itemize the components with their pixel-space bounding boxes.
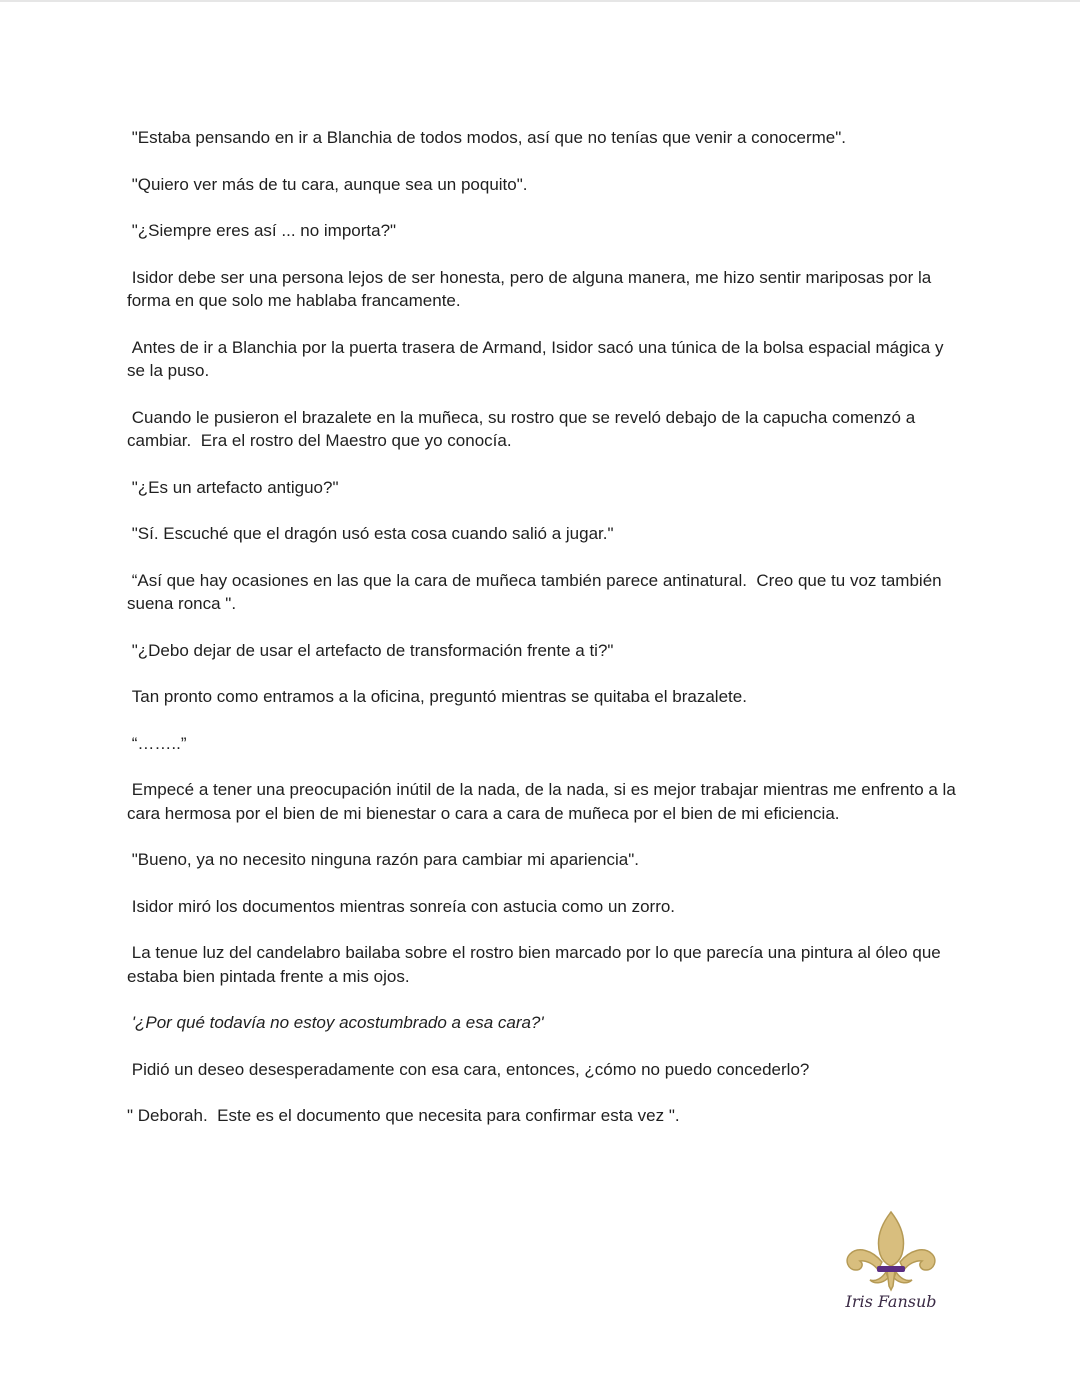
paragraph-15: Isidor miró los documentos mientras sonreía con astucia como un zorro. <box>127 896 676 916</box>
logo-text: Iris Fansub <box>845 1292 937 1311</box>
paragraph-10: "¿Debo dejar de usar el artefacto de transformación frente a ti?" <box>127 640 614 660</box>
paragraph-11: Tan pronto como entramos a la oficina, preguntó mientras se quitaba el brazalete. <box>127 687 747 706</box>
document-body <box>127 126 961 1151</box>
paragraph-13: Empecé a tener una preocupación inútil de la nada, de la nada, si es mejor trabajar mientras me enfrento a la cara hermosa por el bien de mi bienestar o cara a cara de muñeca por el bien de mi eficiencia. <box>127 780 961 823</box>
paragraph-14: "Bueno, ya no necesito ninguna razón para cambiar mi apariencia". <box>127 850 639 869</box>
paragraph-3: "¿Siempre eres así ... no importa?" <box>127 221 397 240</box>
paragraph-16: La tenue luz del candelabro bailaba sobre el rostro bien marcado por lo que parecía una pintura al óleo que estaba bien pintada frente a mis ojos. <box>127 943 946 986</box>
fleur-de-lis-icon <box>836 1208 946 1292</box>
paragraph-12: “……..” <box>127 733 187 753</box>
iris-fansub-logo <box>836 1208 946 1318</box>
paragraph-5: Antes de ir a Blanchia por la puerta trasera de Armand, Isidor sacó una túnica de la bolsa espacial mágica y se la puso. <box>127 337 949 380</box>
paragraph-4: Isidor debe ser una persona lejos de ser honesta, pero de alguna manera, me hizo sentir mariposas por la forma en que solo me hablaba francamente. <box>127 267 936 310</box>
paragraph-17-thought: '¿Por qué todavía no estoy acostumbrado a esa cara?' <box>127 1013 544 1032</box>
paragraph-19: " Deborah. Este es el documento que necesita para confirmar esta vez ". <box>127 1106 680 1125</box>
paragraph-1: "Estaba pensando en ir a Blanchia de todos modos, así que no tenías que venir a conocerme". <box>127 128 846 147</box>
paragraph-6: Cuando le pusieron el brazalete en la muñeca, su rostro que se reveló debajo de la capucha comenzó a cambiar. Era el rostro del Maestro que yo conocía. <box>127 407 920 450</box>
top-divider <box>0 0 1080 2</box>
paragraph-9: “Así que hay ocasiones en las que la cara de muñeca también parece antinatural. Creo que tu voz también suena ronca ". <box>127 570 947 613</box>
paragraph-2: "Quiero ver más de tu cara, aunque sea un poquito". <box>127 174 528 194</box>
paragraph-8: "Sí. Escuché que el dragón usó esta cosa cuando salió a jugar." <box>127 524 614 543</box>
paragraph-18: Pidió un deseo desesperadamente con esa cara, entonces, ¿cómo no puedo concederlo? <box>127 1059 810 1079</box>
paragraph-7: "¿Es un artefacto antiguo?" <box>127 477 339 497</box>
